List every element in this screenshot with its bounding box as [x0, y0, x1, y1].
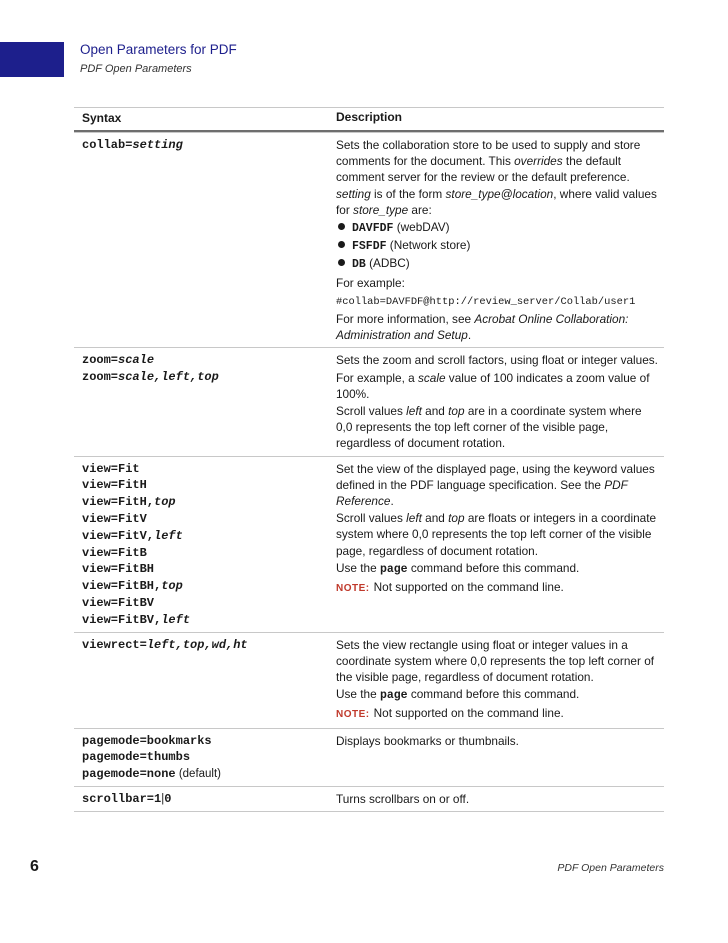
table-row-collab [74, 132, 664, 347]
table-row-pagemode [74, 728, 664, 786]
table-row-viewrect [74, 632, 664, 728]
page-number: 6 [30, 858, 39, 875]
list-item: DB (ADBC) [336, 255, 658, 273]
syntax-cell: view=Fit view=FitH view=FitH,top view=FitV view=FitV,left view=FitB view=FitBH view=FitBH,top view=FitBV view=FitBV,left [82, 461, 191, 627]
bullet-icon [338, 259, 345, 266]
page-header-title: Open Parameters for PDF [80, 42, 237, 57]
note-label: NOTE: [336, 709, 370, 721]
list-item: DAVFDF (webDAV) [336, 219, 658, 237]
syntax-cell: collab=setting [82, 138, 183, 152]
column-header-syntax: Syntax [82, 110, 122, 125]
table-row-view [74, 456, 664, 632]
description-cell: Turns scrollbars on or off. [336, 792, 470, 807]
bullet-icon [338, 241, 345, 248]
list-item: FSFDF (Network store) [336, 237, 658, 255]
description-cell: Set the view of the displayed page, using the keyword values defined in the PDF language specification. See the PDF Reference. Scroll values left and top are floats or integers in a coordinate system where 0,0 represents the top left corner of the visible page, regardless of document rotation. Use the page command before this command. NOTE: Not supported on the command line. [336, 461, 657, 595]
description-cell: Displays bookmarks or thumbnails. [336, 733, 519, 748]
parameters-table [74, 107, 664, 812]
table-row-zoom [74, 347, 664, 455]
note-label: NOTE: [336, 583, 370, 595]
page-header-subtitle: PDF Open Parameters [80, 63, 192, 75]
table-header-row [74, 107, 664, 132]
running-footer: PDF Open Parameters [557, 862, 664, 874]
syntax-cell: scrollbar=1|0 [82, 792, 172, 807]
description-cell: Sets the view rectangle using float or integer values in a coordinate system where 0,0 represents the top left corner of the visible page, regardless of document rotation. Use the page command before this command. NOTE: Not supported on the command line. [336, 637, 655, 721]
bullet-icon [338, 223, 345, 230]
syntax-cell: pagemode=bookmarks pagemode=thumbs pagemode=none (default) [82, 733, 222, 782]
column-header-description: Description [336, 110, 403, 125]
example-code: #collab=DAVFDF@http://review_server/Collab/user1 [336, 295, 636, 308]
table-row-scrollbar [74, 786, 664, 812]
description-cell: Sets the zoom and scroll factors, using float or integer values. For example, a scale value of 100 indicates a zoom value of 100%. Scroll values left and top are in a coordinate system where 0,0 represents the top left corner of the visible page, regardless of document rotation. [336, 353, 658, 451]
description-cell: Sets the collaboration store to be used to supply and store comments for the document. This overrides the default comment server for the review or the default preference. setting is of the form store_type@location, where valid values for store_type are: DAVFDF (webDAV) FSFDF (Network store) DB (ADBC) For example: #collab=DAVFDF@http://review_server/Collab/user1 For more information, see Acrobat Online Collaboration: Administration and Setup. [336, 138, 657, 343]
syntax-cell: viewrect=left,top,wd,ht [82, 637, 248, 652]
brand-block [0, 42, 64, 77]
syntax-cell: zoom=scale zoom=scale,left,top [82, 353, 219, 385]
